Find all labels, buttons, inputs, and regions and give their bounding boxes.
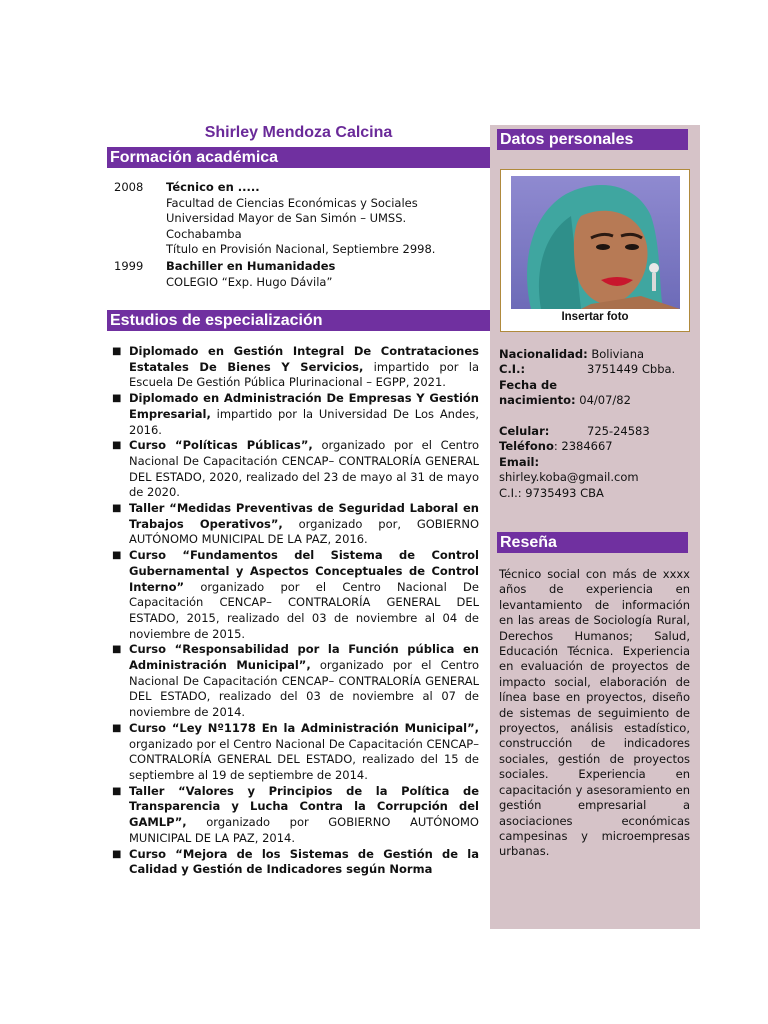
- specialization-title: Curso “Políticas Públicas”,: [129, 438, 313, 453]
- bullet-icon: ■: [112, 503, 122, 515]
- resena-text: Técnico social con más de xxxx años de experiencia en levantamiento de información en las areas de Sociología Rural, Derechos Humanos; Salud, Educación Técnica. Experiencia en evaluación de proyectos de impacto social, elaboración de línea base en proyectos, diseño de sistemas de seguimiento de proyectos, análisis estadístico, construcción de indicadores sociales, gestión de proyectos sociales. Experiencia en capacitación y asesoramiento en gestión empresarial a asociaciones económicas campesinas y microempresas urbanas.: [499, 567, 690, 859]
- birth-value: 04/07/82: [579, 393, 631, 408]
- education-line: Universidad Mayor de San Simón – UMSS.: [166, 211, 407, 226]
- resume-name: Shirley Mendoza Calcina: [204, 124, 393, 141]
- section-formacion-title: Formación académica: [110, 149, 279, 166]
- education-line: Título en Provisión Nacional, Septiembre 2998.: [166, 242, 436, 257]
- specialization-detail: organizado por el Centro Nacional De Capacitación CENCAP– CONTRALORÍA GENERAL DEL ESTADO, 2020, realizado del 23 de mayo al 31 de mayo de 2020.: [129, 438, 479, 500]
- phone-label: Teléfono: [499, 439, 554, 454]
- nationality-value: Boliviana: [591, 347, 645, 361]
- education-title: Bachiller en Humanidades: [166, 259, 336, 273]
- specialization-title: Curso “Ley Nº1178 En la Administración Municipal”,: [129, 720, 479, 735]
- specialization-detail: organizado por el Centro Nacional De Capacitación CENCAP– CONTRALORÍA GENERAL DEL ESTADO, 2015, realizado del 03 de noviembre al 04 de noviembre de 2015.: [129, 579, 479, 641]
- specialization-title: Curso “Fundamentos del Sistema de Control Gubernamental y Aspectos Conceptuales de Control Interno”: [129, 548, 479, 594]
- specialization-detail: organizado por el Centro Nacional De Capacitación CENCAP– CONTRALORÍA GENERAL DEL ESTADO, realizado del 03 de noviembre al 07 de noviembre de 2014.: [129, 658, 479, 720]
- section-resena-title: Reseña: [500, 534, 557, 551]
- list-item: [112, 642, 479, 721]
- bullet-icon: ■: [112, 550, 122, 562]
- specialization-detail: organizado por, GOBIERNO AUTÓNOMO MUNICIPAL DE LA PAZ, 2016.: [129, 516, 479, 547]
- email-value: shirley.koba@gmail.com: [499, 470, 639, 485]
- specialization-detail: impartido por la Universidad De Los Andes, 2016.: [129, 406, 479, 437]
- bullet-icon: ■: [112, 346, 122, 357]
- bullet-icon: ■: [112, 393, 122, 405]
- bullet-icon: ■: [112, 848, 122, 860]
- education-title: Técnico en .....: [166, 180, 260, 194]
- ci-secondary: C.I.: 9735493 CBA: [499, 485, 604, 500]
- bullet-icon: ■: [112, 785, 122, 797]
- section-especializacion-header: [107, 310, 490, 331]
- list-item: [112, 548, 479, 642]
- education-line: Facultad de Ciencias Económicas y Sociales: [166, 195, 418, 210]
- bullet-icon: ■: [112, 440, 122, 452]
- nationality-label: Nacionalidad:: [499, 347, 588, 361]
- birth-label-2: nacimiento:: [499, 393, 576, 408]
- ci-label: C.I.:: [499, 362, 526, 377]
- list-item: [112, 721, 479, 784]
- specialization-title: Curso “Mejora de los Sistemas de Gestión de la Calidad y Gestión de Indicadores según Norma: [129, 846, 479, 877]
- section-datos-title: Datos personales: [500, 131, 634, 148]
- profile-photo: [511, 176, 680, 309]
- specialization-detail: organizado por GOBIERNO AUTÓNOMO MUNICIPAL DE LA PAZ, 2014.: [129, 815, 479, 845]
- bullet-icon: ■: [112, 644, 122, 656]
- list-item: [112, 438, 479, 501]
- cell-value: 725-24583: [587, 423, 650, 438]
- section-formacion-header: [107, 147, 490, 168]
- section-resena-header: [497, 532, 688, 553]
- list-item: [112, 344, 479, 391]
- birth-label-1: Fecha de: [499, 377, 557, 392]
- list-item: [112, 847, 479, 878]
- specialization-detail: impartido por la Escuela De Gestión Pública Plurinacional – EGPP, 2021.: [129, 359, 479, 390]
- personal-info: [499, 347, 689, 501]
- education-line: Cochabamba: [166, 226, 242, 241]
- specialization-title: Taller “Valores y Principios de la Política de Transparencia y Lucha Contra la Corrupción del GAMLP”,: [129, 783, 479, 830]
- cell-label: Celular:: [499, 423, 550, 438]
- education-year: 2008: [114, 180, 144, 194]
- specialization-title: Curso “Responsabilidad por la Función pública en Administración Municipal”,: [129, 642, 479, 673]
- photo-frame: [500, 169, 690, 332]
- section-datos-header: [497, 129, 688, 150]
- specialization-title: Diplomado en Administración De Empresas Y Gestión Empresarial,: [129, 391, 479, 421]
- specialization-detail: organizado por el Centro Nacional De Capacitación CENCAP– CONTRALORÍA GENERAL DEL ESTADO, realizado del 15 de septiembre al 19 de septiembre de 2014.: [129, 736, 479, 782]
- ci-value: 3751449 Cbba.: [587, 362, 676, 377]
- photo-caption: Insertar foto: [561, 311, 629, 323]
- education-year: 1999: [114, 259, 144, 273]
- list-item: [112, 784, 479, 847]
- list-item: [112, 391, 479, 438]
- specialization-title: Diplomado en Gestión Integral De Contrataciones Estatales De Bienes Y Servicios,: [129, 344, 479, 374]
- education-line: COLEGIO “Exp. Hugo Dávila”: [166, 274, 333, 289]
- specialization-list: [112, 344, 479, 878]
- phone-value: : 2384667: [553, 439, 613, 454]
- section-especializacion-title: Estudios de especialización: [110, 312, 323, 329]
- specialization-title: Taller “Medidas Preventivas de Seguridad Laboral en Trabajos Operativos”,: [129, 501, 479, 531]
- bullet-icon: ■: [112, 722, 122, 734]
- list-item: [112, 501, 479, 548]
- email-label: Email:: [499, 454, 540, 469]
